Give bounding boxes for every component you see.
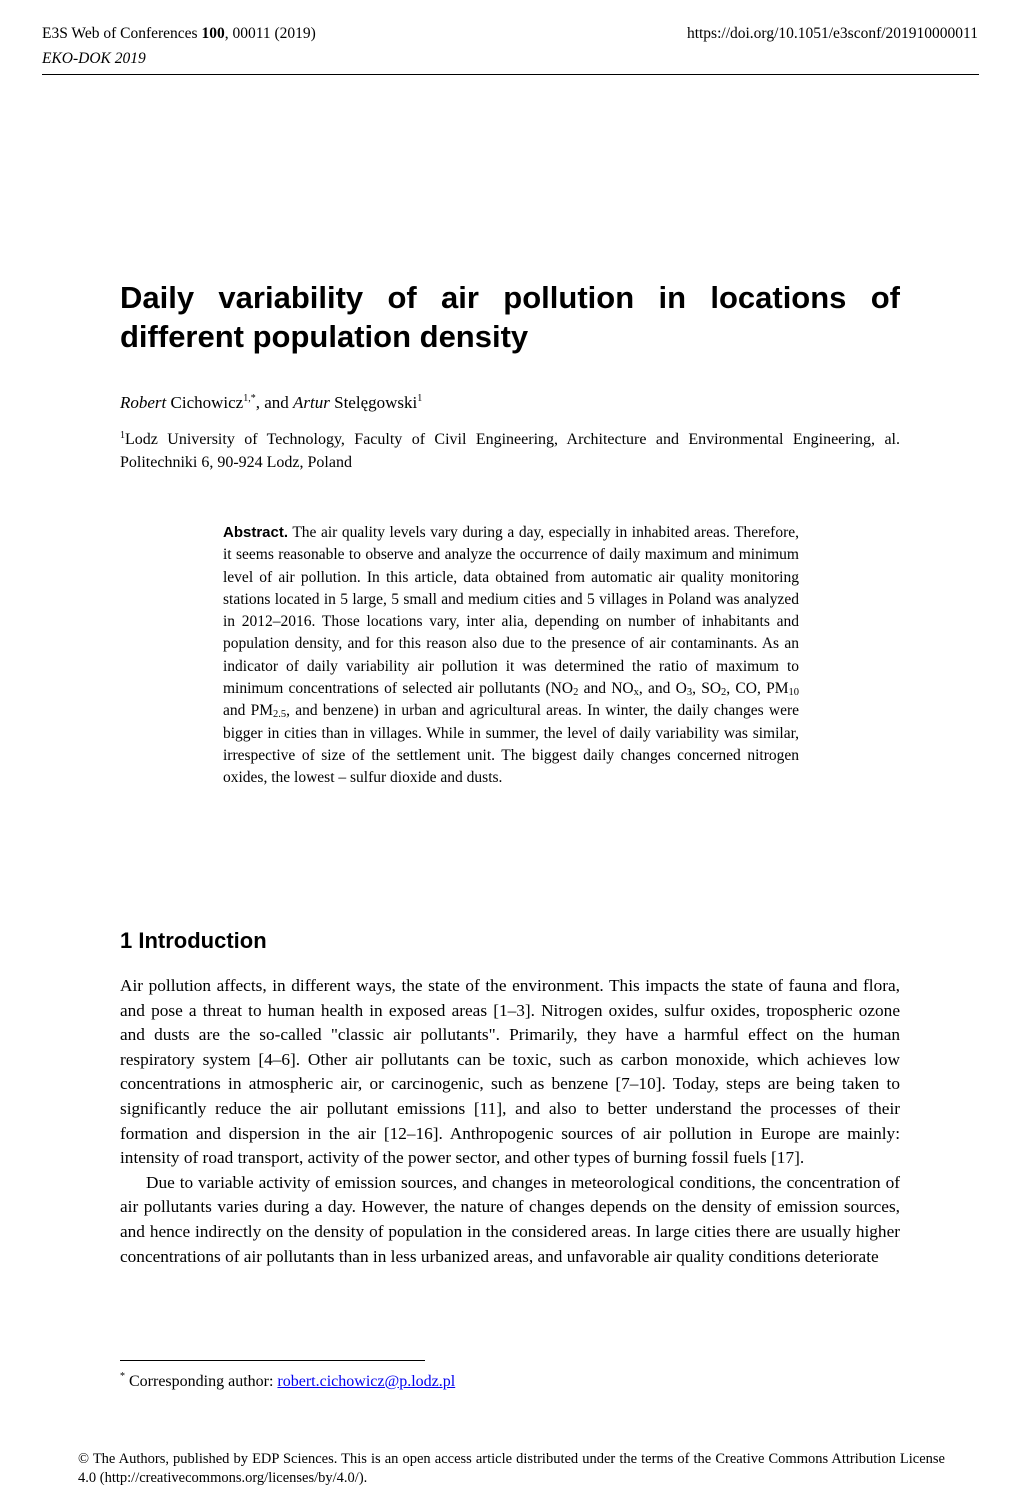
abstract-text-cont: , and O [638, 680, 687, 698]
introduction-body [120, 974, 900, 1269]
abstract-text-cont: , and benzene) in urban and agricultural areas. In winter, the daily changes were bigger in cities than in villages. While in summer, the level of daily variability was similar, irrespective of size of the settlement unit. The biggest daily changes concerned nitrogen oxides, the lowest – sulfur dioxide and dusts. [223, 702, 799, 787]
footnote-mark: * [120, 1371, 125, 1382]
footnote-divider [120, 1360, 425, 1361]
copyright-notice: © The Authors, published by EDP Sciences. This is an open access article distributed under the terms of the Creative Commons Attribution License 4.0 (http://creativecommons.org/licenses/by/4.0/). [78, 1451, 945, 1486]
corresponding-email-link[interactable]: robert.cichowicz@p.lodz.pl [277, 1373, 456, 1390]
author-1-first-name: Robert [120, 393, 167, 412]
subscript: 10 [788, 687, 799, 699]
doi-link[interactable]: https://doi.org/10.1051/e3sconf/201910000011 [686, 25, 978, 42]
article-number: , 00011 [224, 25, 271, 42]
intro-paragraph-1: Air pollution affects, in different ways, the state of the environment. This impacts the state of fauna and flora, and pose a threat to human health in exposed areas [1–3]. Nitrogen oxides, sulfur oxides, tropospheric ozone and dusts are the so-called "classic air pollutants". Primarily, they have a harmful effect on the human respiratory system [4–6]. Other air pollutants can be toxic, such as carbon monoxide, which achieves low concentrations in atmospheric air, or carcinogenic, such as benzene [7–10]. Today, steps are being taken to significantly reduce the air pollutant emissions [11], and also to better understand the processes of their formation and dispersion in the air [12–16]. Anthropogenic sources of air pollution in Europe are mainly: intensity of road transport, activity of the power sector, and other types of burning fossil fuels [17]. [120, 976, 900, 1168]
abstract-text-cont: and NO [578, 680, 634, 698]
subscript: 3 [686, 687, 693, 699]
subscript: 2 [573, 687, 579, 699]
abstract-text-cont: , SO [692, 680, 722, 698]
author-1-last-name: Cichowicz [170, 393, 244, 412]
abstract [223, 522, 799, 790]
journal-citation [42, 25, 316, 43]
affiliation-text: Lodz University of Technology, Faculty of Civil Engineering, Architecture and Environmental Engineering, al. Politechniki 6, 90-924 Lodz, Poland [120, 431, 900, 471]
journal-year: (2019) [274, 25, 316, 42]
abstract-text: The air quality levels vary during a day, especially in inhabited areas. Therefore, it seems reasonable to observe and analyze the occurrence of daily maximum and minimum level of air pollution. In this article, data obtained from automatic air quality monitoring stations located in 5 large, 5 small and medium cities and 5 villages in Poland was analyzed in 2012–2016. Those locations vary, inter alia, depending on number of inhabitants and population density, and for this reason also due to the presence of air contaminants. As an indicator of daily variability air pollution it was determined the ratio of maximum to minimum concentrations of selected air pollutants (NO [223, 524, 799, 698]
author-2-first-name: Artur [293, 393, 330, 412]
author-2-last-name: Stelęgowski [334, 393, 418, 412]
author-2-affiliation-mark: 1 [417, 393, 423, 404]
affiliation-mark: 1 [120, 430, 125, 441]
affiliation [120, 428, 900, 474]
footnote [120, 1373, 455, 1391]
abstract-text-cont: and PM [223, 702, 274, 720]
intro-paragraph-2: Due to variable activity of emission sources, and changes in meteorological conditions, the concentration of air pollutants varies during a day. However, the nature of changes depends on the density of emission sources, and hence indirectly on the density of population in the considered areas. In large cities there are usually higher concentrations of air pollutants than in less urbanized areas, and unfavorable air quality conditions deteriorate [120, 1172, 900, 1266]
footnote-label: Corresponding author: [125, 1373, 278, 1390]
subscript: 2.5 [273, 709, 287, 721]
section-heading-introduction: 1 Introduction [120, 928, 267, 953]
author-list [120, 393, 422, 413]
header-divider [42, 74, 979, 75]
abstract-text-cont: , CO, PM [726, 680, 789, 698]
subscript: 2 [721, 687, 727, 699]
conference-name: EKO-DOK 2019 [42, 50, 146, 67]
paper-title: Daily variability of air pollution in locations of different population density [120, 280, 900, 354]
abstract-label: Abstract. [223, 524, 289, 541]
journal-name: E3S Web of Conferences [42, 25, 198, 42]
journal-volume: 100 [201, 25, 225, 42]
author-separator: , and [255, 393, 289, 412]
author-1-affiliation-mark: 1,* [243, 393, 256, 404]
subscript: x [633, 687, 639, 699]
